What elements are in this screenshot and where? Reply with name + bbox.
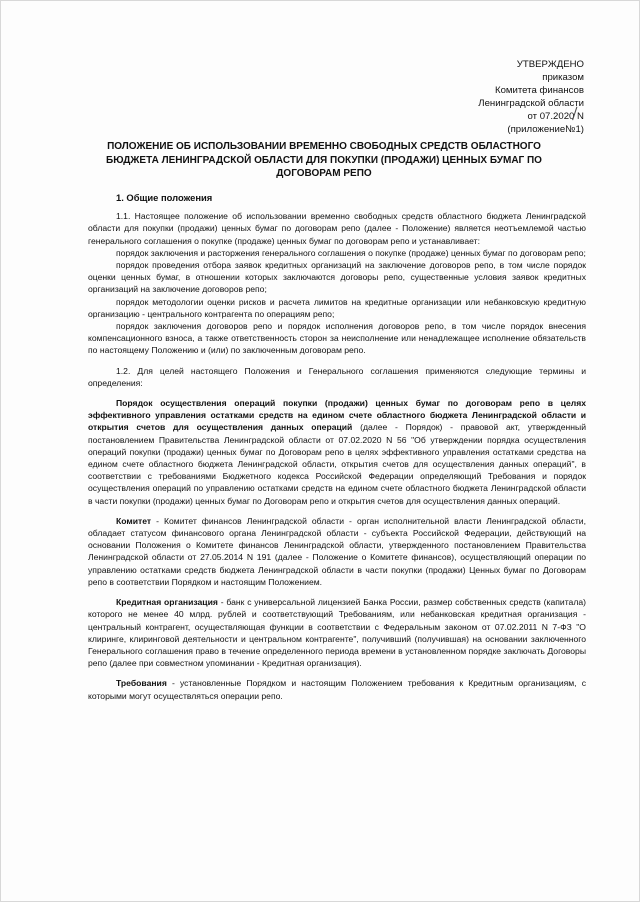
definition-term: Комитет (116, 515, 152, 526)
definition-term: Порядок осуществления операций покупки (продажи) ценных бумаг по договорам репо в целях эффективного управления остатками средств на едином счете областного бюджета Ленинградской области и открытия счетов для осуществления данных операций (88, 398, 586, 433)
document-title: ПОЛОЖЕНИЕ ОБ ИСПОЛЬЗОВАНИИ ВРЕМЕННО СВОБОДНЫХ СРЕДСТВ ОБЛАСТНОГО БЮДЖЕТА ЛЕНИНГРАДСКОЙ ОБЛАСТИ ДЛЯ ПОКУПКИ (ПРОДАЖИ) ЦЕННЫХ БУМАГ ПО ДОГОВОРАМ РЕПО (106, 141, 542, 179)
definition-text: - установленные Порядком и настоящим Положением требования к Кредитным организациям, с которыми могут осуществляться операции репо. (88, 678, 586, 701)
document-body (88, 192, 586, 702)
definition-requirements (88, 677, 586, 701)
definition-committee (88, 515, 586, 588)
definition-text: - Комитет финансов Ленинградской области - орган исполнительной власти Ленинградской области, обладает статусом финансового органа Ленинградской области - субъекта Российской Федерации, действующий на основании Положения о Комитете финансов Ленинградской области, утвержденного постановлением Правительства Ленинградской области от 27.05.2014 N 191 (далее - Положение о Комитете финансов), осуществляющий операции по управлению остатками средств бюджета Ленинградской области в части покупки (продажи) Ценных бумаг по Договорам репо в соответствии Порядком и настоящим Положением. (88, 515, 586, 587)
list-item-3: порядок методологии оценки рисков и расчета лимитов на кредитные организации или небанковскую кредитную организацию - центрального контрагента по операциям репо; (88, 296, 586, 319)
approval-line-3: Комитета финансов (495, 85, 584, 96)
list-item-1: порядок заключения и расторжения генерального соглашения о покупке (продаже) ценных бумаг по договорам репо; (116, 247, 586, 258)
definition-credit-org (88, 596, 586, 669)
handwritten-mark (572, 107, 587, 124)
paragraph-1-2: 1.2. Для целей настоящего Положения и Генерального соглашения применяются следующие термины и определения: (88, 365, 586, 388)
definition-text: (далее - Порядок) - правовой акт, утвержденный постановлением Правительства Ленинградской области от 07.02.2020 N 56 "Об утверждении порядка осуществления операций покупки (продажи) ценных бумаг по Договорам репо в целях эффективного управления остатками средства на едином счете областного бюджета Ленинградской области, открытия счетов для осуществления данных операций", в соответствии с требованиями Бюджетного кодекса Российской Федерации определяющий Требования и порядок осуществления операций по управлению остатками средств на едином счете областного бюджета Ленинградской области в части покупки (продажи) ценных бумаг по Договорам репо и открытия счетов для осуществления данных операций. (88, 422, 586, 506)
paragraph-1-1: 1.1. Настоящее положение об использовании временно свободных средств областного бюджета Ленинградской области для покупки (продажи) ценных бумаг по договорам репо (далее - Положение) является неотъемлемой частью генерального соглашения о покупке (продаже) ценных бумаг по договорам репо и устанавливает: (88, 211, 586, 246)
definition-term: Кредитная организация (116, 597, 218, 608)
list-item-4: порядок заключения договоров репо и порядок исполнения договоров репо, в том числе порядок внесения компенсационного взноса, а также ответственность сторон за неисполнение или ненадлежащее исполнение обязательств по настоящему Положению и (или) по заключенным договорам репо. (88, 321, 586, 356)
definition-order (88, 397, 586, 507)
definition-term: Требования (116, 678, 167, 689)
approval-line-1: УТВЕРЖДЕНО (516, 59, 584, 70)
section-heading: 1. Общие положения (116, 192, 213, 203)
approval-block (478, 58, 584, 136)
approval-line-2: приказом (542, 72, 584, 83)
definition-text: - банк с универсальной лицензией Банка России, размер собственных средств (капитала) которого не менее 40 млрд. рублей и соответствующий Требованиям, или небанковская кредитная организация - центральный контрагент, осуществляющая функции в соответствии с Федеральным законом от 07.02.2011 N 7-ФЗ "О клиринге, клиринговой деятельности и центральном контрагенте", получивший (получившая) на основании заключенного Генерального соглашения право в течение определенного периода времени в установленном порядке заключать Договоры репо (далее при совместном упоминании - Кредитная организация). (88, 597, 586, 669)
approval-line-6: (приложение№1) (507, 124, 584, 135)
list-item-2: порядок проведения отбора заявок кредитных организаций на заключение договоров репо, в том числе порядок оценки ценных бумаг, в отношении которых заключаются договоры репо, существенные условия заявок кредитных организаций на заключение договоров репо; (88, 260, 586, 295)
approval-line-5: от 07.2020 N (527, 111, 584, 122)
approval-line-4: Ленинградской области (478, 98, 584, 109)
